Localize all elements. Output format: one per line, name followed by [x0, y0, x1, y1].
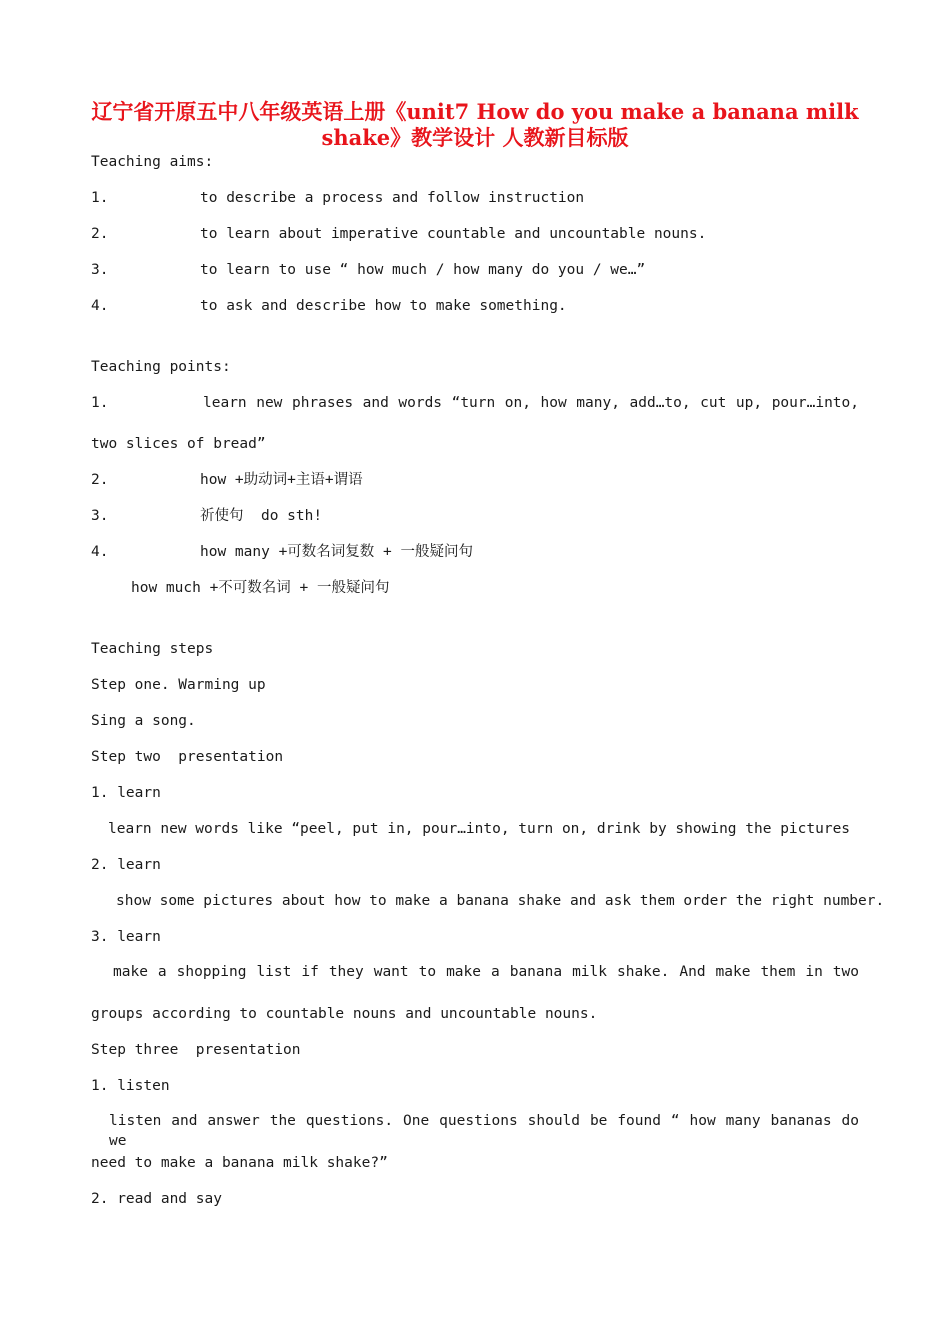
step-two-item-3: 3. learn	[91, 929, 161, 945]
points-item-2-text: how +助动词+主语+谓语	[200, 472, 363, 488]
step-two-item-3-text: make a shopping list if they want to make a banana milk shake. And make them in two	[113, 964, 859, 980]
step-three-item-2: 2. read and say	[91, 1191, 222, 1207]
points-item-2-number: 2.	[91, 472, 109, 488]
step-three-item-1: 1. listen	[91, 1078, 170, 1094]
aims-item-1-number: 1.	[91, 190, 109, 206]
points-item-1-text: learn new phrases and words “turn on, how many, add…to, cut up, pour…into,	[203, 395, 859, 411]
aims-item-4-text: to ask and describe how to make something.	[200, 298, 567, 314]
steps-heading: Teaching steps	[91, 641, 214, 657]
step-three-item-1-text: listen and answer the questions. One questions should be found “ how many bananas do we	[109, 1113, 859, 1149]
points-item-1-continuation: two slices of bread”	[91, 436, 266, 452]
points-item-1-number: 1.	[91, 395, 109, 411]
document-title-line-1: 辽宁省开原五中八年级英语上册《unit7 How do you make a banana milk	[91, 99, 859, 124]
aims-item-3-text: to learn to use “ how much / how many do you / we…”	[200, 262, 646, 278]
aims-item-2-text: to learn about imperative countable and uncountable nouns.	[200, 226, 707, 242]
aims-item-3-number: 3.	[91, 262, 109, 278]
step-one-heading: Step one. Warming up	[91, 677, 266, 693]
points-heading: Teaching points:	[91, 359, 231, 375]
points-item-3-number: 3.	[91, 508, 109, 524]
step-three-item-1-continuation: need to make a banana milk shake?”	[91, 1155, 388, 1171]
points-item-4-number: 4.	[91, 544, 109, 560]
points-item-4-text: how many +可数名词复数 + 一般疑问句	[200, 544, 473, 560]
points-item-3-text: 祈使句 do sth!	[200, 508, 323, 524]
aims-heading: Teaching aims:	[91, 154, 214, 170]
aims-item-4-number: 4.	[91, 298, 109, 314]
document-title-line-2: shake》教学设计 人教新目标版	[321, 125, 629, 150]
step-two-heading: Step two presentation	[91, 749, 284, 765]
aims-item-2-number: 2.	[91, 226, 109, 242]
step-two-item-2-text: show some pictures about how to make a banana shake and ask them order the right number.	[116, 893, 885, 909]
points-item-4-continuation: how much +不可数名词 + 一般疑问句	[131, 580, 390, 596]
aims-item-1-text: to describe a process and follow instruction	[200, 190, 585, 206]
step-two-item-3-continuation: groups according to countable nouns and uncountable nouns.	[91, 1006, 598, 1022]
step-two-item-1: 1. learn	[91, 785, 161, 801]
step-two-item-2: 2. learn	[91, 857, 161, 873]
sing-a-song: Sing a song.	[91, 713, 196, 729]
step-three-heading: Step three presentation	[91, 1042, 301, 1058]
step-two-item-1-text: learn new words like “peel, put in, pour…into, turn on, drink by showing the pictures	[108, 821, 851, 837]
